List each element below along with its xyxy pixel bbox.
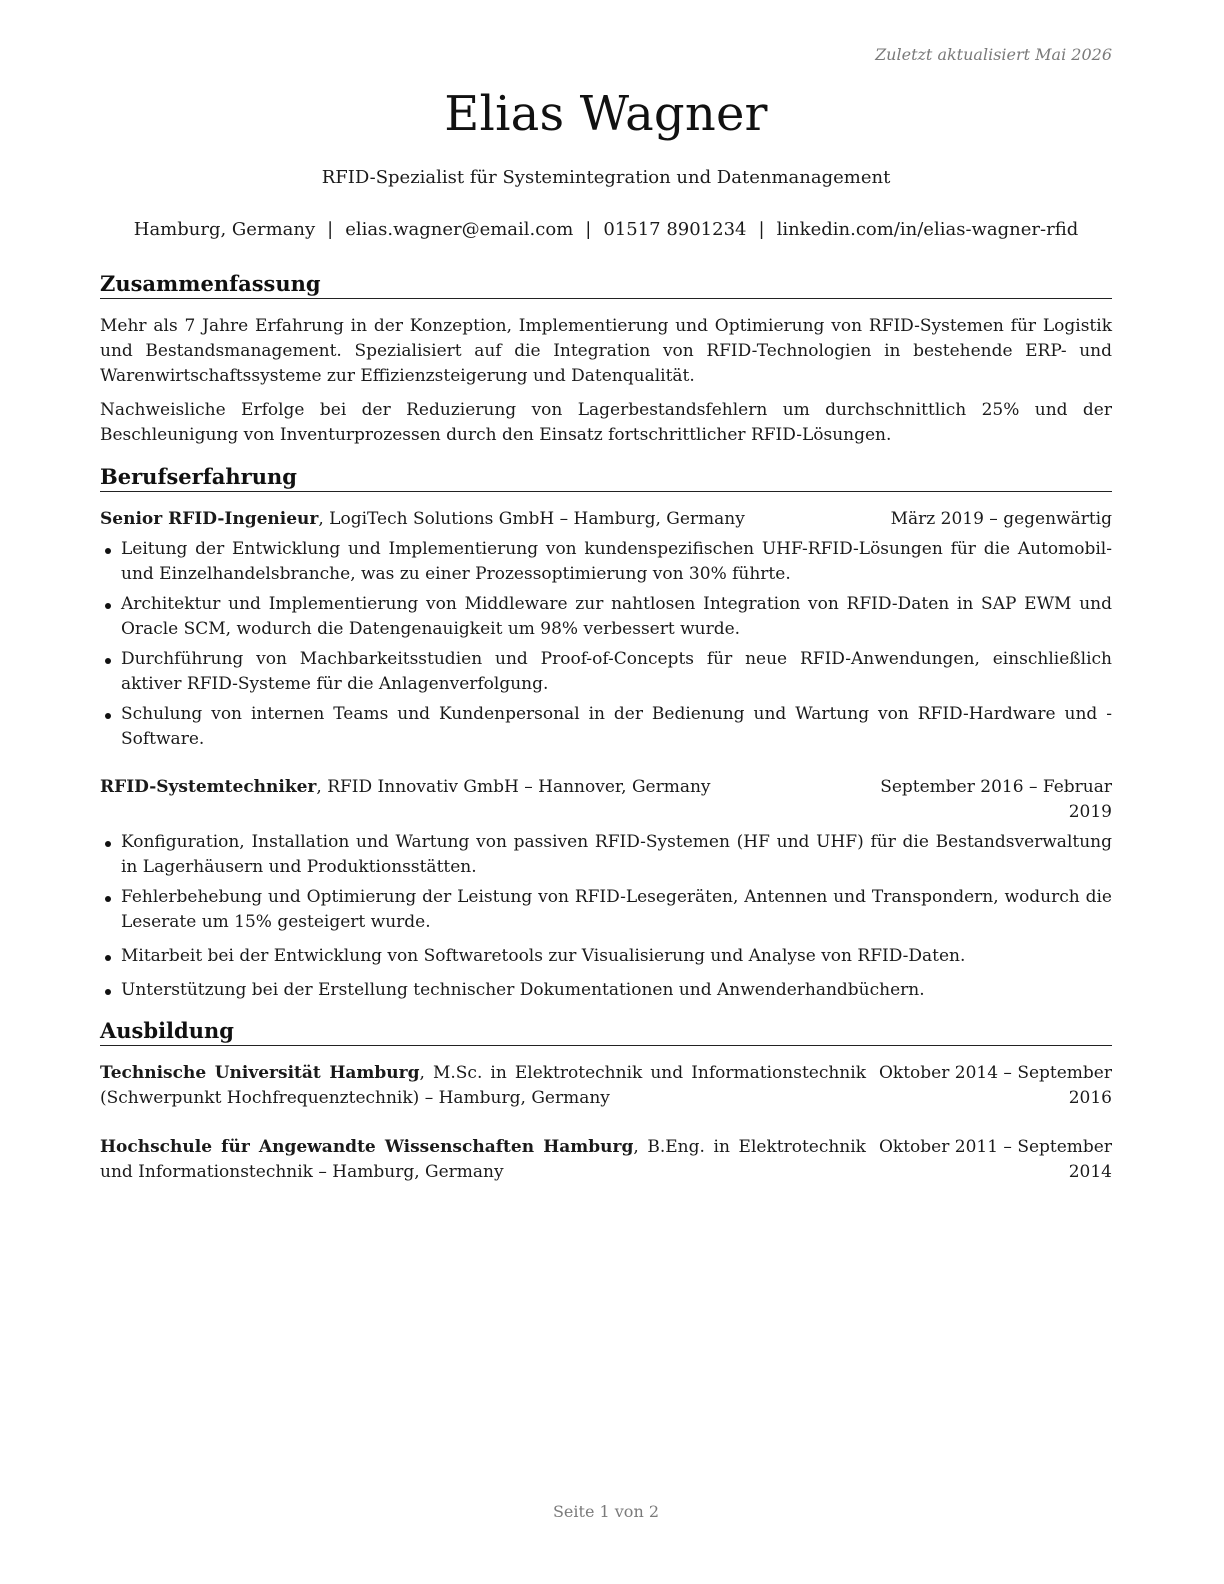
summary-paragraph: Nachweisliche Erfolge bei der Reduzierung von Lagerbestandsfehlern um durchschnittlich 25% und der Beschleunigung von Inventurprozessen durch den Einsatz fortschrittlicher RFID-Lösungen. [100,400,1112,445]
contact-phone[interactable]: 01517 8901234 [603,219,747,240]
job-entry [100,775,1112,1003]
job-bullet: Schulung von internen Teams und Kundenpersonal in der Bedienung und Wartung von RFID-Hardware und -Software. [100,702,1112,752]
contact-line [100,219,1112,240]
summary-paragraph: Mehr als 7 Jahre Erfahrung in der Konzeption, Implementierung und Optimierung von RFID-Systemen für Logistik und Bestandsmanagement. Spezialisiert auf die Integration von RFID-Technologien in bestehende ERP- und Warenwirtschaftssysteme zur Effizienzsteigerung und Datenqualität. [100,316,1112,386]
section-title-summary: Zusammenfassung [100,271,1112,299]
job-bullet: Konfiguration, Installation und Wartung von passiven RFID-Systemen (HF und UHF) für die Bestandsverwaltung in Lagerhäusern und Produktionsstätten. [100,830,1112,880]
education-details: , B.Eng. in Elektrotechnik und Informationstechnik – Hamburg, Germany [100,1137,866,1182]
job-bullet: Unterstützung bei der Erstellung technischer Dokumentationen und Anwenderhandbüchern. [100,978,1112,1003]
job-entry [100,507,1112,752]
job-header [100,775,1112,825]
contact-linkedin[interactable]: linkedin.com/in/elias-wagner-rfid [776,219,1079,240]
page-indicator: Seite 1 von 2 [552,1502,660,1521]
education-section [100,1018,1112,1185]
job-bullet: Leitung der Entwicklung und Implementierung von kundenspezifischen UHF-RFID-Lösungen für die Automobil- und Einzelhandelsbranche, was zu einer Prozessoptimierung von 30% führte. [100,537,1112,587]
job-bullet: Durchführung von Machbarkeitsstudien und Proof-of-Concepts für neue RFID-Anwendungen, einschließlich aktiver RFID-Systeme für die Anlagenverfolgung. [100,647,1112,697]
job-role: Senior RFID-Ingenieur [100,509,319,529]
job-company: , RFID Innovativ GmbH – Hannover, Germany [316,777,711,797]
education-school: Technische Universität Hamburg [100,1063,420,1083]
education-dates: Oktober 2011 – September 2014 [878,1137,1112,1182]
education-details: , M.Sc. in Elektrotechnik und Informationstechnik (Schwerpunkt Hochfrequenztechnik) – Hamburg, Germany [100,1063,866,1108]
experience-section [100,464,1112,1003]
section-title-experience: Berufserfahrung [100,464,1112,492]
job-role: RFID-Systemtechniker [100,777,317,797]
contact-separator: | [327,219,334,240]
job-bullet: Mitarbeit bei der Entwicklung von Softwaretools zur Visualisierung und Analyse von RFID-Daten. [100,944,1112,969]
job-bullet: Fehlerbehebung und Optimierung der Leistung von RFID-Lesegeräten, Antennen und Transpondern, wodurch die Leserate um 15% gesteigert wurde. [100,885,1112,935]
last-updated-note: Zuletzt aktualisiert Mai 2026 [875,45,1112,64]
job-dates: März 2019 – gegenwärtig [890,509,1112,529]
contact-location: Hamburg, Germany [133,219,316,240]
section-title-education: Ausbildung [100,1018,1112,1046]
job-bullet: Architektur und Implementierung von Middleware zur nahtlosen Integration von RFID-Daten in SAP EWM und Oracle SCM, wodurch die Datengenauigkeit um 98% verbessert wurde. [100,592,1112,642]
job-header [100,507,1112,532]
resume-page [100,0,1112,1584]
job-bullets [100,830,1112,1003]
education-entry [100,1061,1112,1111]
education-school: Hochschule für Angewandte Wissenschaften Hamburg [100,1137,634,1157]
contact-email[interactable]: elias.wagner@email.com [345,219,574,240]
contact-separator: | [758,219,765,240]
contact-separator: | [585,219,592,240]
job-company: , LogiTech Solutions GmbH – Hamburg, Germany [318,509,745,529]
job-bullets [100,537,1112,752]
summary-section [100,271,1112,448]
education-dates: Oktober 2014 – September 2016 [878,1063,1112,1108]
candidate-name: Elias Wagner [444,86,768,142]
job-dates: September 2016 – Februar 2019 [880,777,1112,822]
education-entry [100,1135,1112,1185]
candidate-headline: RFID-Spezialist für Systemintegration und Datenmanagement [321,167,891,188]
